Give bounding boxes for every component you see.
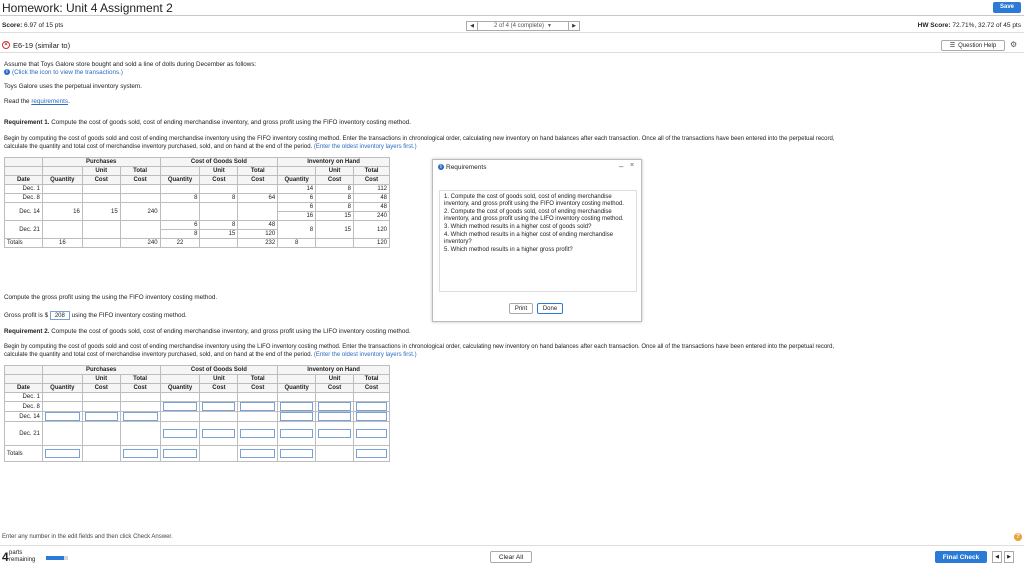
cell-value[interactable]: 48 [238,221,278,230]
req2-instruction-2-text: calculate the quantity and total cost of merchandise inventory purchased, sold, and on hand at the end of the period. [4,352,313,358]
cell-value[interactable]: 15 [82,203,120,221]
table-row [5,239,390,248]
lifo-input[interactable] [318,429,351,438]
table-row [5,422,390,446]
parts-remaining-count: 4 [2,550,9,564]
question-name: E6-19 (similar to) [13,41,71,50]
score-bar [0,19,1024,33]
req2-instruction-2-hint: (Enter the oldest inventory layers first.) [312,352,417,358]
read-prefix: Read the [4,98,32,105]
bottom-bar [0,545,1024,570]
cell-value[interactable]: 48 [354,203,390,212]
col-total: Total [120,375,160,384]
hw-score [918,22,1021,29]
parts-progress-fill [46,556,64,560]
col-total: Total [238,375,278,384]
top-bar [0,0,1024,16]
cell-value[interactable]: 8 [160,230,200,239]
question-position-dropdown[interactable] [478,21,568,31]
lifo-input[interactable] [356,412,387,421]
cell-value[interactable]: 120 [238,230,278,239]
col-cost: Cost [316,384,354,393]
cell-value[interactable]: 22 [160,239,200,248]
req2-instruction-2 [4,352,417,358]
table-row [5,412,390,422]
col-cost: Cost [200,176,238,185]
list-item: 4. Which method results in a higher cost of ending merchandise inventory? [444,232,614,245]
parts-progress-bar [46,556,68,560]
lifo-input[interactable] [123,412,158,421]
chevron-right-icon: ▶ [572,23,576,29]
table-row [5,446,390,462]
cell-value[interactable]: 8 [316,185,354,194]
requirements-list [439,190,637,292]
col-date: Date [5,384,43,393]
col-quantity: Quantity [278,384,316,393]
col-cost: Cost [82,384,120,393]
read-suffix: . [68,98,70,105]
table-row [5,203,390,212]
list-item: 3. Which method results in a higher cost of goods sold? [444,224,592,230]
req2-title: Requirement 2. [4,328,50,335]
col-unit: Unit [200,167,238,176]
print-button[interactable]: Print [509,303,533,314]
lifo-input[interactable] [356,449,387,458]
cell-value[interactable]: 8 [316,203,354,212]
next-page-button[interactable] [1004,551,1014,563]
lifo-input[interactable] [280,449,313,458]
table-row [5,221,390,230]
incorrect-status-icon: × [2,41,10,49]
lifo-input[interactable] [240,449,275,458]
question-navigator [466,21,580,31]
gross-profit-prefix: Gross profit is $ [4,312,49,320]
req1-instruction-1: Begin by computing the cost of goods sold and cost of ending merchandise inventory using the FIFO inventory costing method. Enter the transactions in chronological order, calculating new inventory on hand balances after each transaction. Once all of the transactions have been entered into the perpetual record, [4,136,835,142]
done-button[interactable]: Done [537,303,563,314]
cell-value[interactable]: 15 [316,212,354,221]
gross-profit-line [4,311,187,320]
question-bar [0,38,1024,53]
lifo-input[interactable] [356,402,387,411]
list-item: 2. Compute the cost of goods sold, cost of ending merchandise inventory, and gross profit using the LIFO inventory costing method. [444,209,624,222]
row-date: Dec. 8 [5,194,43,203]
row-date: Dec. 14 [5,203,43,221]
lifo-input[interactable] [280,429,313,438]
score-label: Score: [2,22,23,29]
question-help-label: Question Help [958,42,997,49]
lifo-perpetual-record [4,365,390,462]
col-quantity: Quantity [42,176,82,185]
col-total: Total [354,375,390,384]
cell-value[interactable]: 232 [238,239,278,248]
row-date: Dec. 21 [5,221,43,239]
col-quantity: Quantity [42,384,82,393]
cell-value[interactable]: 16 [278,212,316,221]
gear-icon[interactable]: ⚙ [1010,40,1018,49]
lifo-input[interactable] [280,402,313,411]
requirements-popup [432,159,642,322]
col-unit: Unit [82,375,120,384]
cogs-header: Cost of Goods Sold [160,366,278,375]
minimize-icon[interactable]: – [619,162,624,171]
page-title: Homework: Unit 4 Assignment 2 [2,1,173,15]
cell-value[interactable]: 64 [238,194,278,203]
col-cost: Cost [354,384,390,393]
req1-instruction-2-hint: (Enter the oldest inventory layers first.) [312,144,417,150]
cell-value[interactable]: 240 [120,239,160,248]
requirements-link[interactable]: requirements [31,98,69,105]
cogs-header: Cost of Goods Sold [160,158,278,167]
lifo-input[interactable] [318,412,351,421]
req1-title: Requirement 1. [4,119,50,126]
prev-question-button[interactable] [466,21,478,31]
lifo-input[interactable] [45,412,80,421]
cell-value[interactable]: 8 [160,194,200,203]
req1-instruction-2-text: calculate the quantity and total cost of merchandise inventory purchased, sold, and on hand at the end of the period. [4,144,313,150]
cell-value[interactable]: 14 [278,185,316,194]
cell-value[interactable]: 8 [278,221,316,239]
info-icon[interactable]: i [4,69,10,75]
table-row [5,393,390,402]
cell-value[interactable]: 112 [354,185,390,194]
row-date: Dec. 8 [5,402,43,412]
score-text [2,22,63,29]
lifo-input[interactable] [318,402,351,411]
requirements-header [438,164,486,171]
lifo-input[interactable] [85,412,118,421]
onhand-header: Inventory on Hand [278,158,390,167]
help-icon[interactable]: ? [1014,533,1022,541]
cell-value[interactable]: 16 [42,203,82,221]
chevron-right-icon: ▶ [1007,554,1011,560]
col-quantity: Quantity [160,176,200,185]
clear-all-button[interactable]: Clear All [490,551,532,563]
req2-instruction-1: Begin by computing the cost of goods sold and cost of ending merchandise inventory using the LIFO inventory costing method. Enter the transactions in chronological order, calculating new inventory on hand balances after each transaction. Once all of the transactions have been entered into the perpetual record, [4,344,835,350]
table-row [5,194,390,203]
hw-score-label: HW Score: [917,22,951,29]
transactions-hint-text: (Click the icon to view the transactions.) [12,69,123,76]
cell-value[interactable]: 48 [354,194,390,203]
onhand-header: Inventory on Hand [278,366,390,375]
cell-value[interactable]: 8 [278,239,316,248]
col-unit: Unit [200,375,238,384]
req2-heading [4,328,411,335]
totals-label: Totals [5,446,43,462]
lifo-input[interactable] [163,402,198,411]
list-item: 1. Compute the cost of goods sold, cost of ending merchandise inventory, and gross profit using the FIFO inventory costing method. [444,194,624,207]
totals-label: Totals [5,239,43,248]
row-date: Dec. 1 [5,185,43,194]
next-question-button[interactable] [568,21,580,31]
cell-value[interactable]: 240 [354,212,390,221]
lifo-input[interactable] [123,449,158,458]
col-cost: Cost [316,176,354,185]
cell-value[interactable]: 120 [354,221,390,239]
fifo-perpetual-record [4,157,390,248]
cell-value[interactable]: 15 [200,230,238,239]
col-total: Total [354,167,390,176]
chevron-down-icon: ▼ [547,23,552,29]
col-total: Total [238,167,278,176]
requirements-title: Requirements [446,164,487,171]
col-cost: Cost [354,176,390,185]
col-unit: Unit [82,167,120,176]
purchases-header: Purchases [42,366,160,375]
score-value: 6.97 of 15 pts [24,22,64,29]
cell-value[interactable]: 8 [316,194,354,203]
row-date: Dec. 14 [5,412,43,422]
prev-page-button[interactable] [992,551,1002,563]
cell-value[interactable]: 240 [120,203,160,221]
parts-line-1: parts [9,550,23,556]
chevron-left-icon: ◀ [470,23,474,29]
purchases-header: Purchases [42,158,160,167]
cell-value[interactable]: 120 [354,239,390,248]
cell-value[interactable]: 16 [42,239,82,248]
lifo-input[interactable] [280,412,313,421]
cell-value[interactable]: 6 [278,203,316,212]
read-requirements [4,98,70,105]
col-cost: Cost [82,176,120,185]
list-item: 5. Which method results in a higher gross profit? [444,247,573,253]
info-icon: i [438,164,444,170]
col-quantity: Quantity [278,176,316,185]
table-row [5,185,390,194]
col-quantity: Quantity [160,384,200,393]
parts-remaining-text [9,550,35,564]
col-cost: Cost [120,384,160,393]
col-total: Total [120,167,160,176]
col-cost: Cost [200,384,238,393]
lifo-input[interactable] [163,449,198,458]
gross-profit-input[interactable]: 208 [50,311,70,320]
lifo-input[interactable] [202,402,235,411]
lifo-input[interactable] [45,449,80,458]
lifo-input[interactable] [163,429,198,438]
cell-value[interactable]: 15 [316,221,354,239]
hw-score-value: 72.71%, 32.72 of 45 pts [952,22,1021,29]
lifo-input[interactable] [240,429,275,438]
lifo-input[interactable] [356,429,387,438]
gross-profit-suffix: using the FIFO inventory costing method. [71,312,187,320]
req1-instruction-2 [4,144,417,150]
col-cost: Cost [238,176,278,185]
col-date: Date [5,176,43,185]
table-row [5,402,390,412]
close-icon[interactable]: × [630,162,635,169]
intro-line-2: Toys Galore uses the perpetual inventory system. [4,83,142,90]
footer-hint: Enter any number in the edit fields and then click Check Answer. [2,534,173,540]
col-cost: Cost [120,176,160,185]
cell-value[interactable]: 8 [200,194,238,203]
transactions-hint[interactable] [4,69,123,76]
chevron-left-icon: ◀ [995,554,999,560]
final-check-button[interactable]: Final Check [935,551,987,563]
lifo-input[interactable] [240,402,275,411]
parts-line-2: remaining [9,557,36,563]
row-date: Dec. 21 [5,422,43,446]
req1-text: Compute the cost of goods sold, cost of ending merchandise inventory, and gross profit using the FIFO inventory costing method. [49,119,411,126]
lifo-input[interactable] [202,429,235,438]
question-help-button[interactable] [941,40,1005,51]
save-button[interactable]: Save [993,2,1021,13]
row-date: Dec. 1 [5,393,43,402]
cell-value[interactable]: 6 [160,221,200,230]
req1-heading [4,119,411,126]
col-cost: Cost [238,384,278,393]
cell-value[interactable]: 8 [200,221,238,230]
gross-profit-heading: Compute the gross profit using the using the FIFO inventory costing method. [4,294,218,301]
list-icon: ☰ [949,43,956,49]
cell-value[interactable]: 6 [278,194,316,203]
req2-text: Compute the cost of goods sold, cost of ending merchandise inventory, and gross profit using the LIFO inventory costing method. [49,328,411,335]
col-unit: Unit [316,167,354,176]
intro-line-1: Assume that Toys Galore store bought and sold a line of dolls during December as follows: [4,61,257,68]
col-unit: Unit [316,375,354,384]
question-position: 2 of 4 (4 complete) [494,23,545,29]
